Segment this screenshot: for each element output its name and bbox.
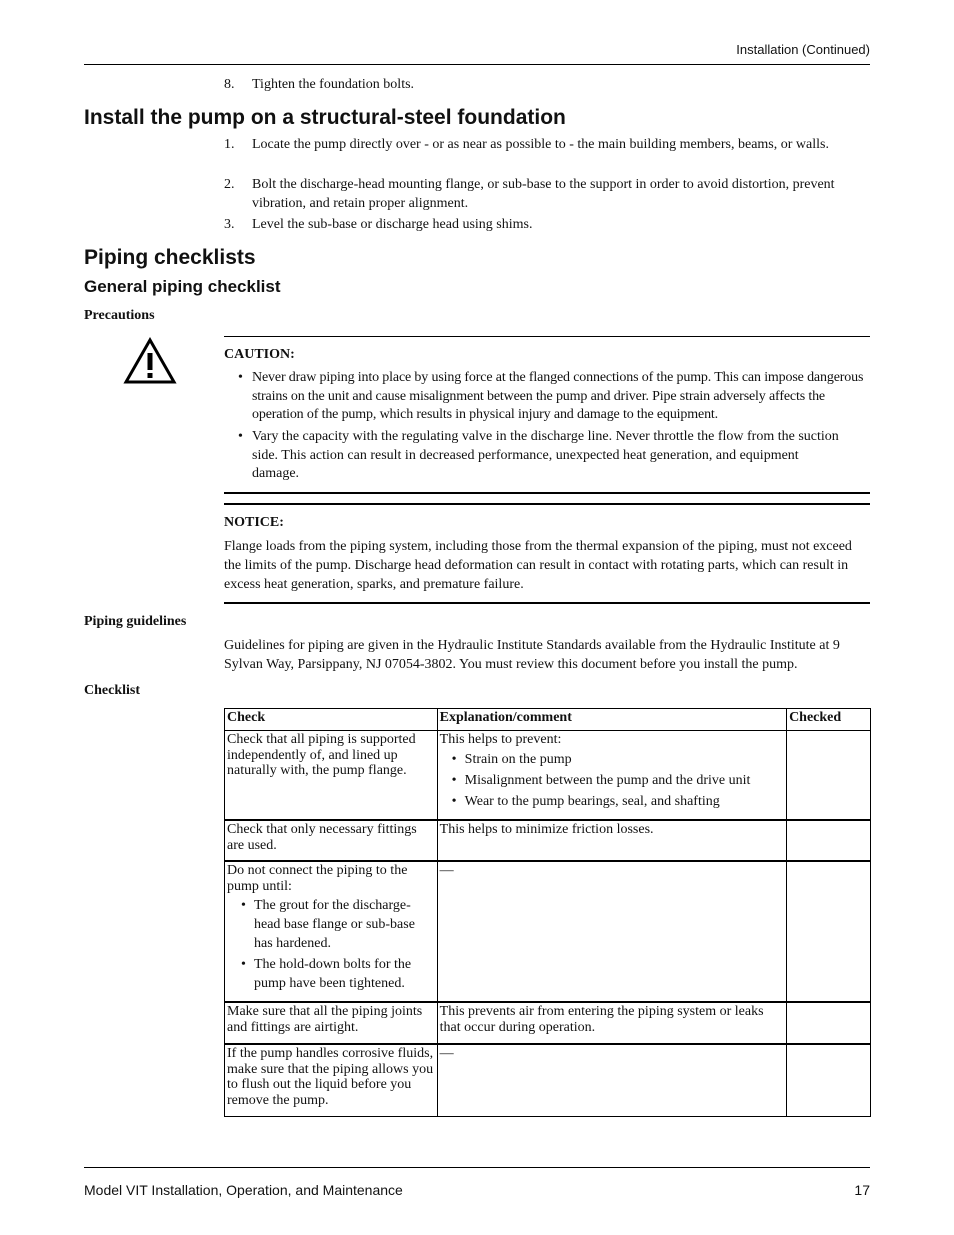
notice-bottom-rule <box>224 602 870 604</box>
caution-bottom-rule <box>224 492 870 494</box>
notice-top-rule <box>224 503 870 505</box>
explanation-cell: This helps to minimize friction losses. <box>437 820 786 861</box>
section-title-structural-steel: Install the pump on a structural-steel foundation <box>84 106 566 129</box>
list-item: • The hold-down bolts for the pump have been tightened. <box>254 955 435 993</box>
checklist-table <box>224 708 871 1117</box>
explanation-cell: This prevents air from entering the piping system or leaks that occur during operation. <box>437 1002 786 1044</box>
precautions-label: Precautions <box>84 308 155 323</box>
checked-cell[interactable] <box>787 1044 871 1117</box>
list-item: • Misalignment between the pump and the drive unit <box>465 771 784 790</box>
table-header-row <box>225 709 871 731</box>
caution-item-2: • Vary the capacity with the regulating valve in the discharge line. Never throttle the flow from the suction side. This action can result in decreased performance, unexpected heat generation, and equipment damage. <box>238 429 839 482</box>
step-8: 8. Tighten the foundation bolts. <box>224 77 415 92</box>
explanation-cell: — <box>437 861 786 1002</box>
column-header-explanation: Explanation/comment <box>437 709 786 731</box>
notice-title: NOTICE: <box>224 515 284 530</box>
checked-cell[interactable] <box>787 731 871 821</box>
table-row <box>225 1002 871 1044</box>
caution-item-1: • Never draw piping into place by using force at the flanged connections of the pump. This can impose dangerous strains on the unit and cause misalignment between the pump and driver. Pipe strain adversely affects the operation of the pump, which results in physical injury and damage to the equipment. <box>238 370 864 423</box>
steel-step-1: 1. Locate the pump directly over - or as near as possible to - the main building members, beams, or walls. <box>224 137 829 152</box>
steel-step-3: 3. Level the sub-base or discharge head using shims. <box>224 217 533 232</box>
check-cell: Check that all piping is supported independently of, and lined up naturally with, the pump flange. <box>225 731 438 821</box>
check-cell: Make sure that all the piping joints and fittings are airtight. <box>225 1002 438 1044</box>
checked-cell[interactable] <box>787 1002 871 1044</box>
notice-text: Flange loads from the piping system, including those from the thermal expansion of the piping, must not exceed the limits of the pump. Discharge head deformation can result in contact with rotating parts, which can result in excess heat generation, sparks, and premature failure. <box>224 539 852 592</box>
piping-guidelines-text: Guidelines for piping are given in the Hydraulic Institute Standards available from the Hydraulic Institute at 9 Sylvan Way, Parsippany, NJ 07054-3802. You must review this document before you install the pump. <box>224 638 840 672</box>
column-header-checked: Checked <box>787 709 871 731</box>
table-row <box>225 820 871 861</box>
caution-title: CAUTION: <box>224 347 295 362</box>
check-bullet-list <box>227 896 435 993</box>
running-header: Installation (Continued) <box>736 42 870 57</box>
check-cell: If the pump handles corrosive fluids, make sure that the piping allows you to flush out the liquid before you remove the pump. <box>225 1044 438 1117</box>
check-cell: Do not connect the piping to the pump until: • The grout for the discharge-head base flange or sub-base has hardened. • The hold-down bolts for the pump have been tightened. <box>225 861 438 1002</box>
page-number: 17 <box>854 1182 870 1198</box>
footer-rule <box>84 1167 870 1168</box>
header-rule <box>84 64 870 65</box>
checked-cell[interactable] <box>787 861 871 1002</box>
piping-guidelines-label: Piping guidelines <box>84 614 187 629</box>
caution-top-rule <box>224 336 870 337</box>
check-cell: Check that only necessary fittings are used. <box>225 820 438 861</box>
column-header-check: Check <box>225 709 438 731</box>
section-title-piping-checklists: Piping checklists <box>84 246 256 269</box>
subsection-title-general-piping: General piping checklist <box>84 277 281 296</box>
checklist-label: Checklist <box>84 683 140 698</box>
explanation-bullet-list <box>440 750 784 811</box>
explanation-cell: — <box>437 1044 786 1117</box>
list-item: • Wear to the pump bearings, seal, and shafting <box>465 792 784 811</box>
steel-step-2: 2. Bolt the discharge-head mounting flange, or sub-base to the support in order to avoid distortion, prevent vibration, and retain proper alignment. <box>224 177 835 211</box>
table-row <box>225 1044 871 1117</box>
table-row <box>225 731 871 821</box>
list-item: • The grout for the discharge-head base flange or sub-base has hardened. <box>254 896 435 953</box>
warning-triangle-icon <box>123 337 177 385</box>
explanation-cell: This helps to prevent: • Strain on the pump • Misalignment between the pump and the drive unit • Wear to the pump bearings, seal, and shafting <box>437 731 786 821</box>
table-row <box>225 861 871 1002</box>
checked-cell[interactable] <box>787 820 871 861</box>
footer-title: Model VIT Installation, Operation, and Maintenance <box>84 1182 403 1198</box>
list-item: • Strain on the pump <box>465 750 784 769</box>
